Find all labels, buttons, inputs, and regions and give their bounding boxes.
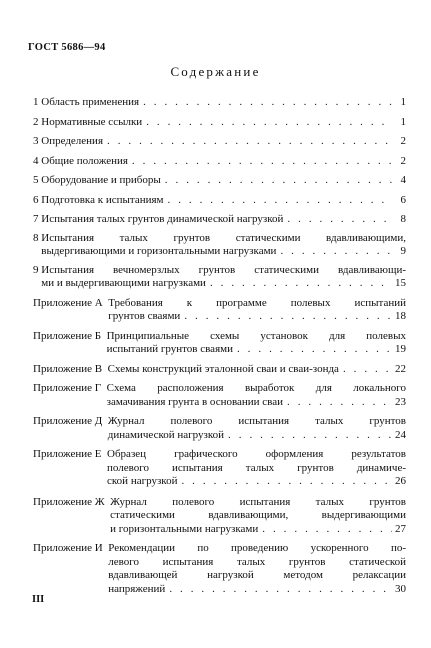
toc-entry-text-line: Образец графического оформления результатов [107, 448, 406, 460]
toc-entry[interactable] [33, 496, 406, 537]
toc-entry-number: Приложение И [33, 542, 109, 554]
toc-page-number: 2 [400, 135, 406, 147]
toc-entry[interactable] [33, 232, 406, 259]
dot-leader [180, 310, 392, 324]
document-code: ГОСТ 5686—94 [28, 42, 106, 53]
toc-page-number: 6 [400, 193, 406, 206]
toc-page-number: 19 [395, 343, 406, 355]
toc-entry-title: Область применения [41, 96, 140, 108]
toc-entry-number: Приложение Б [33, 329, 107, 342]
toc-page-number: 1 [400, 96, 406, 108]
toc-entry[interactable] [33, 213, 406, 227]
toc-entry-number: Приложение Г [33, 382, 107, 394]
toc-entry[interactable] [33, 330, 406, 357]
toc-entry-text-line: Рекомендации по проведению ускоренного по- [108, 542, 406, 554]
toc-entry-number: 9 [33, 263, 42, 276]
toc-page-number: 22 [395, 362, 406, 375]
toc-entry[interactable] [33, 415, 406, 442]
toc-entry-title: ской нагрузкой [107, 475, 178, 487]
dot-leader [164, 194, 393, 208]
toc-entry-number: 5 [33, 174, 42, 186]
toc-entry-text-line: Испытания вечномерзлых грунтов статическими вдавливающи- [41, 263, 406, 276]
toc-entry-number: 1 [33, 96, 42, 108]
dot-leader [276, 245, 392, 259]
dot-leader [283, 213, 392, 227]
toc-page-number: 23 [395, 395, 406, 408]
toc-page-number: 2 [400, 154, 406, 167]
toc-entry[interactable] [33, 174, 406, 188]
toc-entry-title: Оборудование и приборы [41, 174, 161, 186]
toc-entry-title: Испытания талых грунтов динамической нагрузкой [41, 213, 284, 225]
dot-leader [224, 429, 392, 443]
toc-entry-title: выдергивающими и горизонтальными нагрузками [41, 245, 277, 257]
dot-leader [165, 583, 392, 597]
toc-entry-number: 2 [33, 115, 42, 128]
toc-page-number: 26 [395, 475, 406, 487]
toc-entry-title: Подготовка к испытаниям [41, 193, 164, 206]
toc-entry-text-line: Журнал полевого испытания талых грунтов [107, 415, 406, 427]
dot-leader [103, 135, 392, 149]
toc-entry[interactable] [33, 363, 406, 377]
page-number: III [32, 594, 45, 605]
toc-entry[interactable] [33, 297, 406, 324]
dot-leader [283, 396, 392, 410]
toc-page-number: 24 [395, 428, 406, 441]
toc-entry[interactable] [33, 448, 406, 489]
toc-page-number: 30 [395, 582, 406, 595]
toc-entry[interactable] [33, 194, 406, 208]
toc-entry[interactable] [33, 135, 406, 149]
toc-page-number: 1 [400, 115, 406, 128]
toc-entry-title: испытаний грунтов сваями [106, 343, 233, 355]
dot-leader [339, 363, 392, 377]
dot-leader [139, 96, 392, 110]
toc-entry-title: напряжений [108, 582, 166, 595]
toc-entry-text-line: полевого испытания талых грунтов динамиче- [107, 461, 406, 474]
toc-entry-number: 7 [33, 213, 42, 225]
toc-entry-title: Общие положения [41, 154, 128, 167]
toc-page-number: 8 [400, 213, 406, 225]
toc-entry-title: грунтов сваями [108, 310, 181, 322]
toc-entry-number: Приложение В [33, 362, 108, 375]
dot-leader [142, 116, 392, 130]
toc-entry-title: Нормативные ссылки [41, 115, 143, 128]
toc-entry-text-line: Схема расположения выработок для локального [106, 382, 406, 394]
toc-entry-title: и горизонтальными нагрузками [110, 522, 259, 535]
dot-leader [206, 277, 392, 291]
toc-entry-text-line: Журнал полевого испытания талых грунтов [110, 495, 406, 508]
toc-page-number: 15 [395, 277, 406, 289]
dot-leader [258, 523, 392, 537]
toc-entry-number: 3 [33, 135, 42, 147]
toc-entry-title: Схемы конструкций эталонной сваи и сваи-зонда [107, 362, 339, 375]
toc-entry[interactable] [33, 542, 406, 596]
toc-entry-text-line: левого испытания талых грунтов статической [108, 555, 406, 568]
toc-entry-number: Приложение Ж [33, 495, 111, 508]
table-of-contents [33, 90, 406, 596]
toc-entry[interactable] [33, 155, 406, 169]
toc-entry-title: замачивания грунта в основании сваи [106, 395, 283, 408]
toc-entry-number: 8 [33, 231, 42, 244]
dot-leader [161, 174, 392, 188]
toc-page-number: 4 [400, 174, 406, 186]
toc-entry-title: ми и выдергивающими нагрузками [41, 277, 206, 289]
dot-leader [233, 343, 392, 357]
toc-entry-text-line: Испытания талых грунтов статическими вдавливающими, [41, 231, 406, 244]
dot-leader [128, 155, 392, 169]
toc-entry-text-line: вдавливающей нагрузкой методом релаксации [108, 569, 406, 581]
toc-entry-text-line: Принципиальные схемы установок для полевых [106, 329, 406, 342]
toc-page-number: 27 [395, 522, 406, 535]
toc-entry-number: 4 [33, 154, 42, 167]
toc-page-number: 18 [395, 310, 406, 322]
toc-entry-number: 6 [33, 193, 42, 206]
toc-entry-text-line: Требования к программе полевых испытаний [108, 296, 406, 309]
toc-entry[interactable] [33, 116, 406, 130]
toc-page-number: 9 [400, 245, 406, 257]
toc-entry[interactable] [33, 96, 406, 110]
toc-entry-title: динамической нагрузкой [107, 428, 225, 441]
toc-entry-title: Определения [41, 135, 104, 147]
toc-entry-number: Приложение Д [33, 415, 108, 427]
dot-leader [177, 475, 392, 489]
toc-entry-number: Приложение А [33, 296, 109, 309]
toc-entry[interactable] [33, 264, 406, 291]
toc-entry-number: Приложение Е [33, 448, 108, 460]
toc-entry-text-line: статическими вдавливающими, выдергивающими [110, 509, 406, 521]
page-title: Содержание [170, 64, 261, 79]
toc-entry[interactable] [33, 382, 406, 409]
